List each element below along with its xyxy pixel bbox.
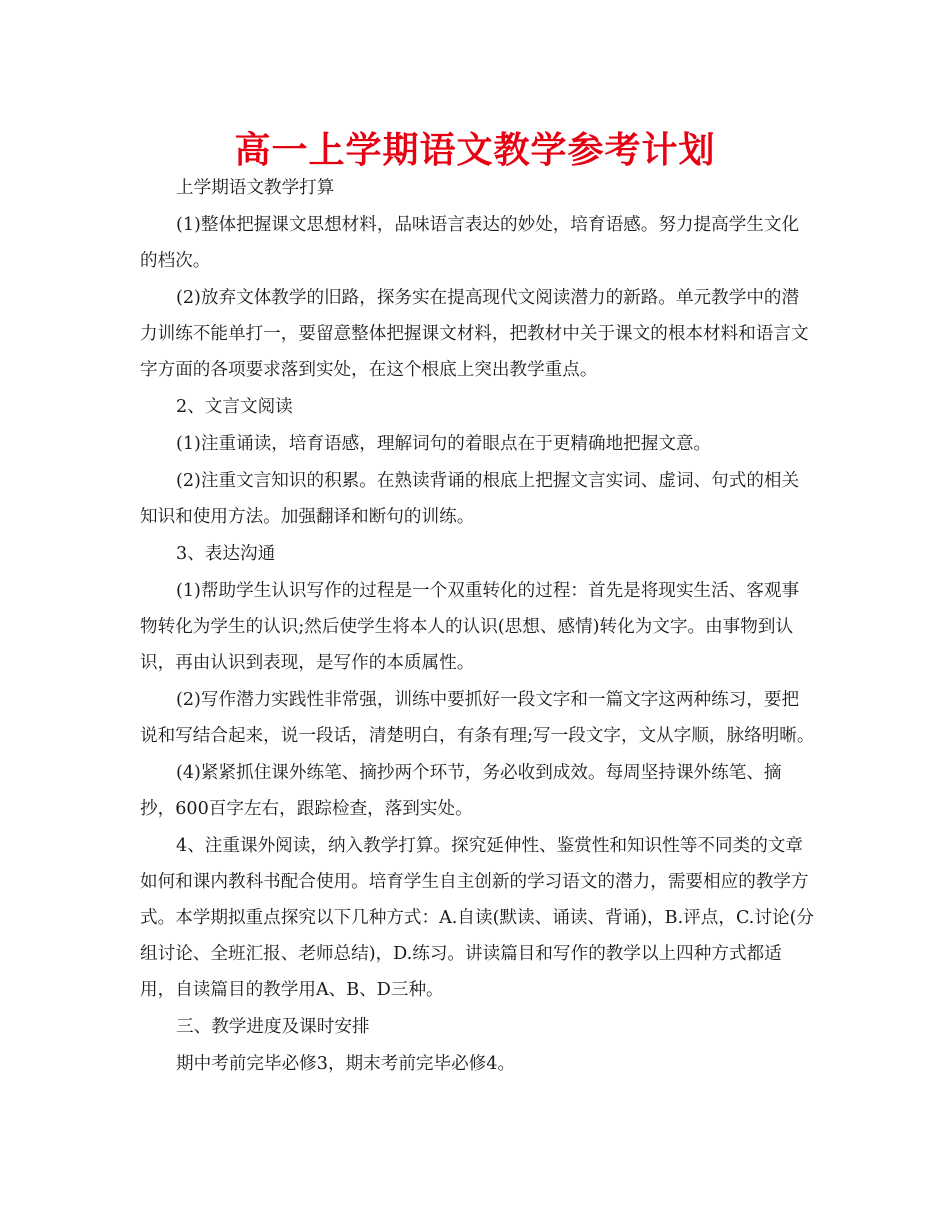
paragraph-6: (2)注重文言知识的积累。在熟读背诵的根底上把握文言实词、虚词、句式的相关知识和使用方法。加强翻译和断句的训练。	[140, 471, 800, 527]
paragraph-7: 3、表达沟通	[176, 544, 276, 564]
paragraph-4: 2、文言文阅读	[176, 397, 293, 417]
paragraph-5: (1)注重诵读，培育语感，理解词句的着眼点在于更精确地把握文意。	[176, 434, 712, 454]
paragraph-1: 上学期语文教学打算	[176, 178, 335, 198]
paragraph-9: (2)写作潜力实践性非常强，训练中要抓好一段文字和一篇文字这两种练习，要把说和写结合起来，说一段话，清楚明白，有条有理;写一段文字，文从字顺，脉络明晰。	[140, 690, 815, 746]
paragraph-11: 4、注重课外阅读，纳入教学打算。探究延伸性、鉴赏性和知识性等不同类的文章如何和课内教科书配合使用。培育学生自主创新的学习语文的潜力，需要相应的教学方式。本学期拟重点探究以下几种方式：A.自读(默读、诵读、背诵)，B.评点，C.讨论(分组讨论、全班汇报、老师总结)，D.练习。讲读篇目和写作的教学以上四种方式都适用，自读篇目的教学用A、B、D三种。	[140, 836, 815, 1000]
paragraph-10: (4)紧紧抓住课外练笔、摘抄两个环节，务必收到成效。每周坚持课外练笔、摘抄，600百字左右，跟踪检查，落到实处。	[140, 763, 782, 819]
paragraph-13: 期中考前完毕必修3，期末考前完毕必修4。	[176, 1054, 516, 1074]
paragraph-12: 三、教学进度及课时安排	[176, 1017, 370, 1037]
document-body	[140, 170, 816, 1083]
document-title: 高一上学期语文教学参考计划	[234, 129, 716, 171]
paragraph-8: (1)帮助学生认识写作的过程是一个双重转化的过程：首先是将现实生活、客观事物转化为学生的认识;然后使学生将本人的认识(思想、感情)转化为文字。由事物到认识，再由认识到表现，是写作的本质属性。	[140, 581, 800, 673]
paragraph-3: (2)放弃文体教学的旧路，探务实在提高现代文阅读潜力的新路。单元教学中的潜力训练不能单打一，要留意整体把握课文材料，把教材中关于课文的根本材料和语言文字方面的各项要求落到实处，在这个根底上突出教学重点。	[140, 288, 809, 380]
paragraph-2: (1)整体把握课文思想材料，品味语言表达的妙处，培育语感。努力提高学生文化的档次。	[140, 215, 800, 271]
